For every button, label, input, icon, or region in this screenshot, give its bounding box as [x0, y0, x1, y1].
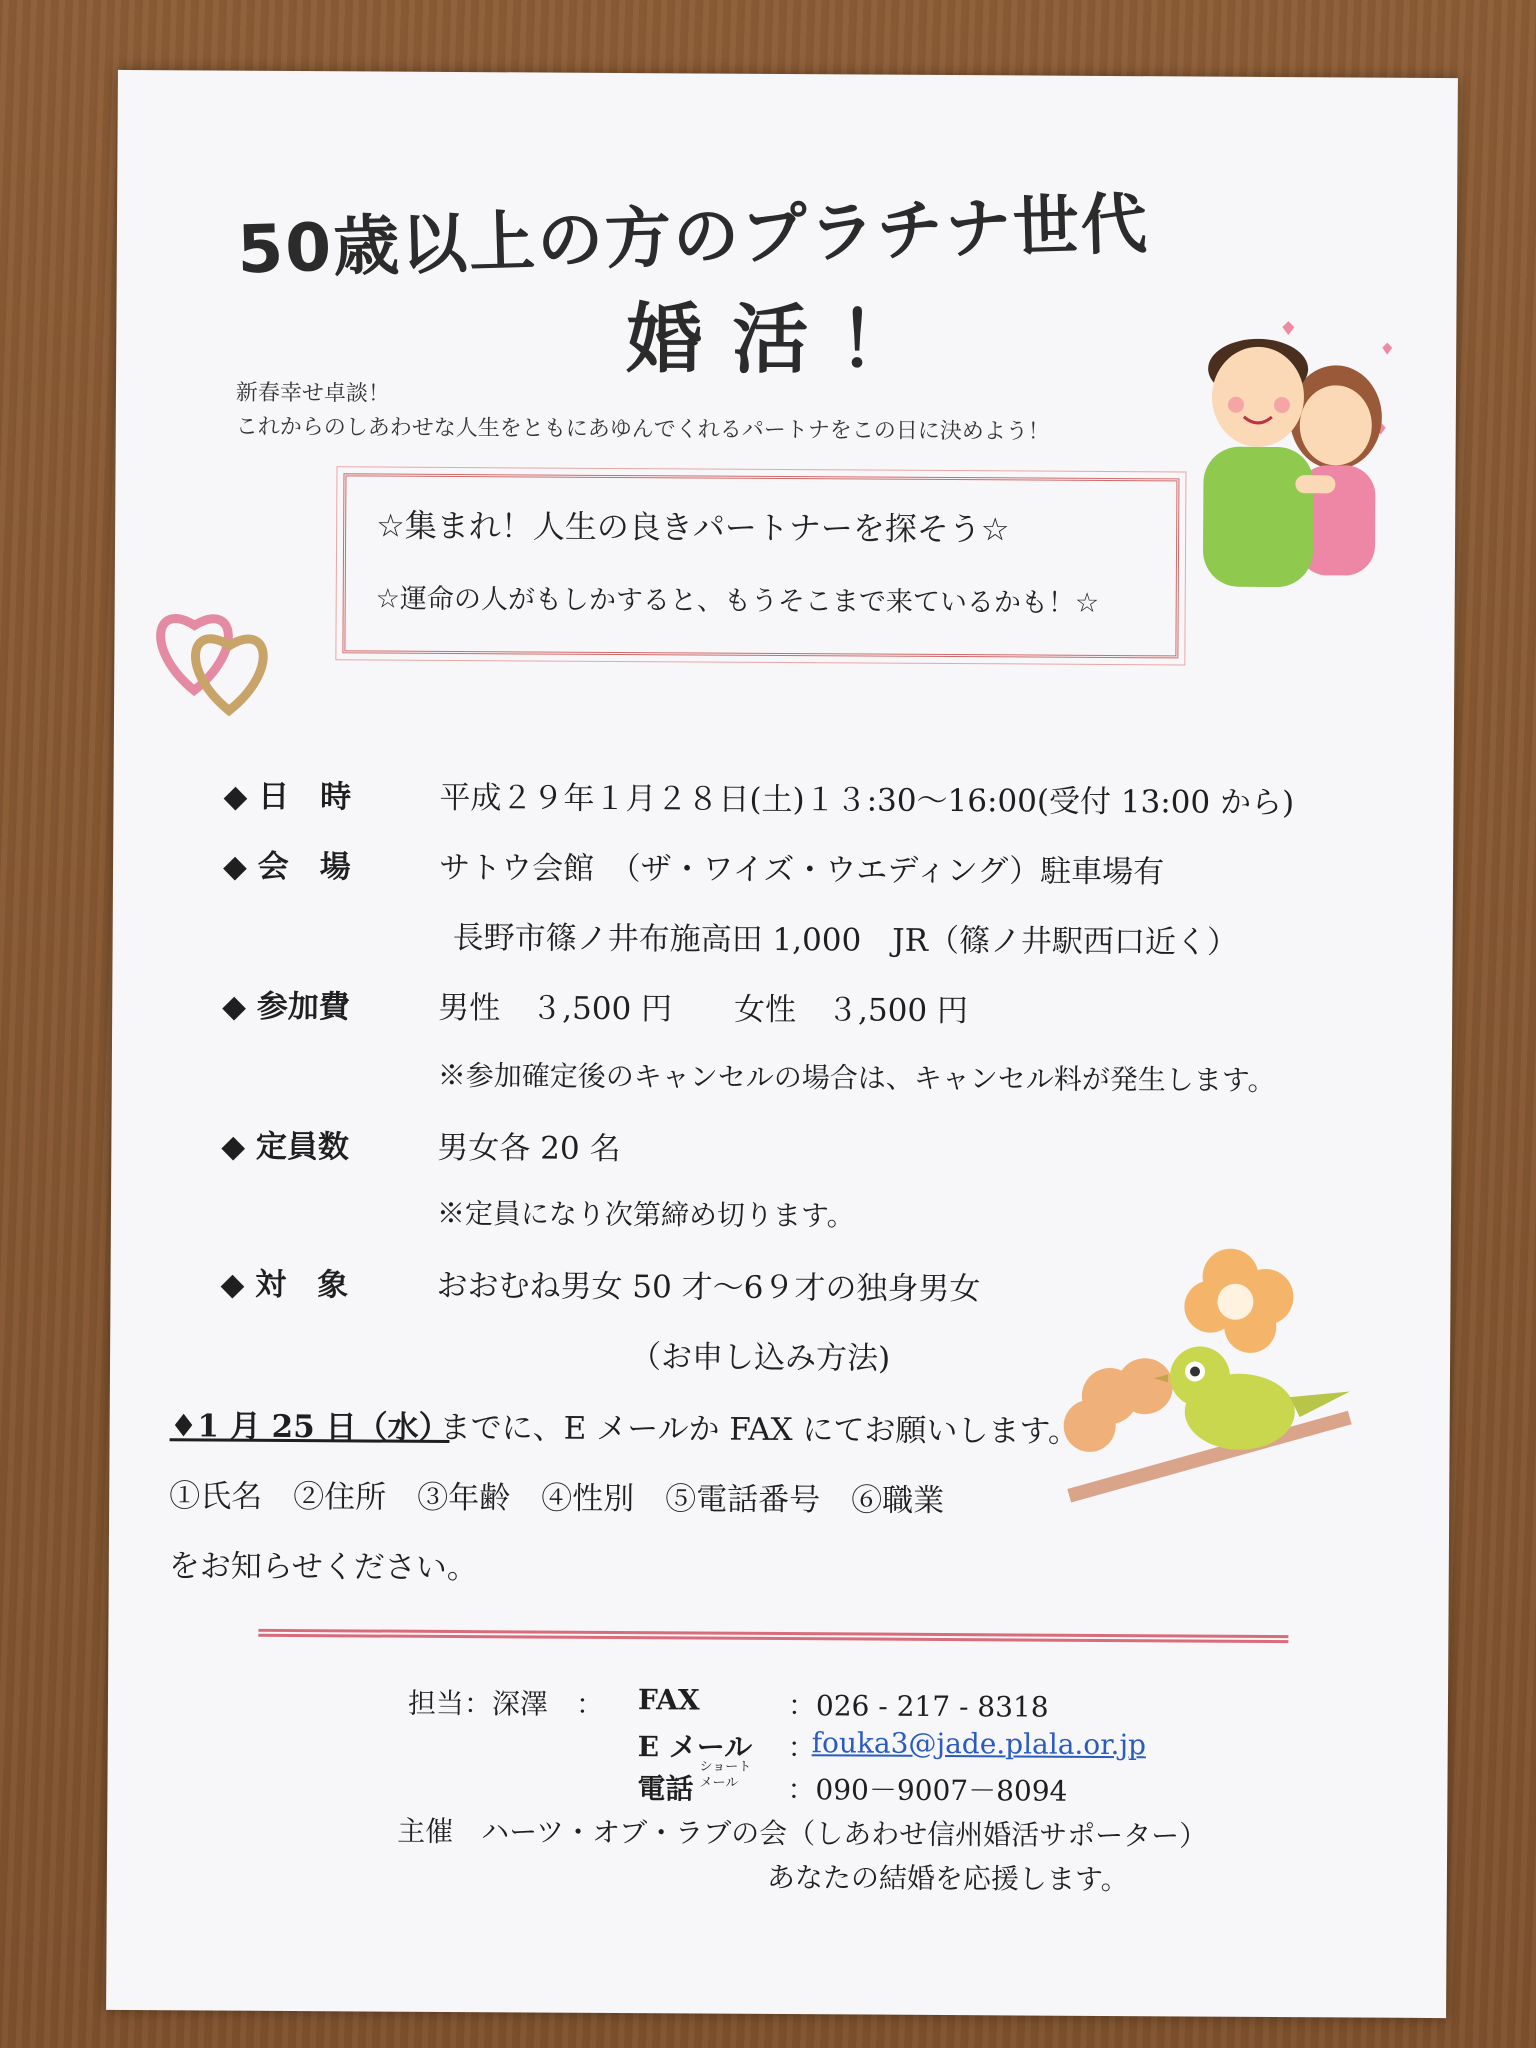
intro-text: [236, 377, 1050, 450]
phone-value: ：090－9007－8094: [787, 1773, 1068, 1808]
heart-rings-icon: [144, 590, 285, 721]
email-label: E メール: [637, 1730, 753, 1764]
fee-note: ※参加確定後のキャンセルの場合は、キャンセル料が発生します。: [437, 1058, 1276, 1098]
organizer: 主催 ハーツ・オブ・ラブの会（しあわせ信州婚活サポーター）: [397, 1814, 1208, 1853]
fax-value: ：026 - 217 - 8318: [787, 1689, 1049, 1724]
venue-label: ◆ 会 場: [222, 848, 351, 886]
email-separator: ：: [787, 1731, 816, 1765]
banner-line2: ☆運命の人がもしかすると、もうそこまで来ているかも！☆: [375, 583, 1100, 619]
contact-person: 担当：深澤 ：: [407, 1686, 605, 1721]
intro-line1: 新春幸せ卓談！: [235, 380, 391, 407]
title-line1: 50歳以上の方のプラチナ世代: [236, 185, 1150, 289]
capacity-value: 男女各 20 名: [437, 1129, 621, 1168]
bird-on-branch-icon: [1049, 1246, 1371, 1538]
flyer-paper: [106, 70, 1458, 2018]
couple-illustration-icon: [1184, 306, 1406, 647]
datetime-label: ◆ 日 時: [223, 778, 352, 816]
banner-box: [342, 473, 1179, 658]
banner-line1: ☆集まれ！人生の良きパートナーを探そう☆: [376, 506, 1010, 549]
phone-label: 電話: [637, 1772, 694, 1806]
capacity-label: ◆ 定員数: [221, 1128, 350, 1166]
title-line2: 婚活！: [626, 294, 945, 385]
fax-label: FAX: [637, 1683, 700, 1717]
slogan: あなたの結婚を応援します。: [766, 1860, 1129, 1897]
phone-handwritten-note: ショート メール: [699, 1759, 752, 1791]
fee-label: ◆ 参加費: [222, 988, 350, 1026]
deadline-text: までに、E メールか FAX にてお願いします。: [439, 1409, 1080, 1450]
email-link[interactable]: fouka3@jade.plala.or.jp: [811, 1726, 1147, 1762]
deadline-date: ♦1 月 25 日（水）: [169, 1408, 450, 1446]
target-label: ◆ 対 象: [220, 1266, 349, 1304]
venue-value: サトウ会館 （ザ・ワイズ・ウエディング）駐車場有: [438, 849, 1165, 891]
datetime-value: 平成２９年１月２８日(土)１３:30～16:00(受付 13:00 から): [439, 779, 1295, 822]
divider: [258, 1629, 1288, 1643]
application-heading: （お申し込み方法): [629, 1339, 891, 1377]
venue-address: 長野市篠ノ井布施高田 1,000 JR（篠ノ井駅西口近く）: [452, 919, 1239, 961]
application-closing: をお知らせください。: [168, 1548, 478, 1587]
intro-line2: これからのしあわせな人生をともにあゆんでくれるパートナをこの日に決めよう！: [235, 414, 1050, 445]
target-value: おおむね男女 50 才～6９才の独身男女: [436, 1267, 981, 1308]
fee-value: 男性 ３,500 円 女性 ３,500 円: [438, 989, 969, 1030]
application-items: ①氏名 ②住所 ③年齢 ④性別 ⑤電話番号 ⑥職業: [169, 1478, 945, 1519]
capacity-note: ※定員になり次第締め切ります。: [436, 1196, 855, 1233]
